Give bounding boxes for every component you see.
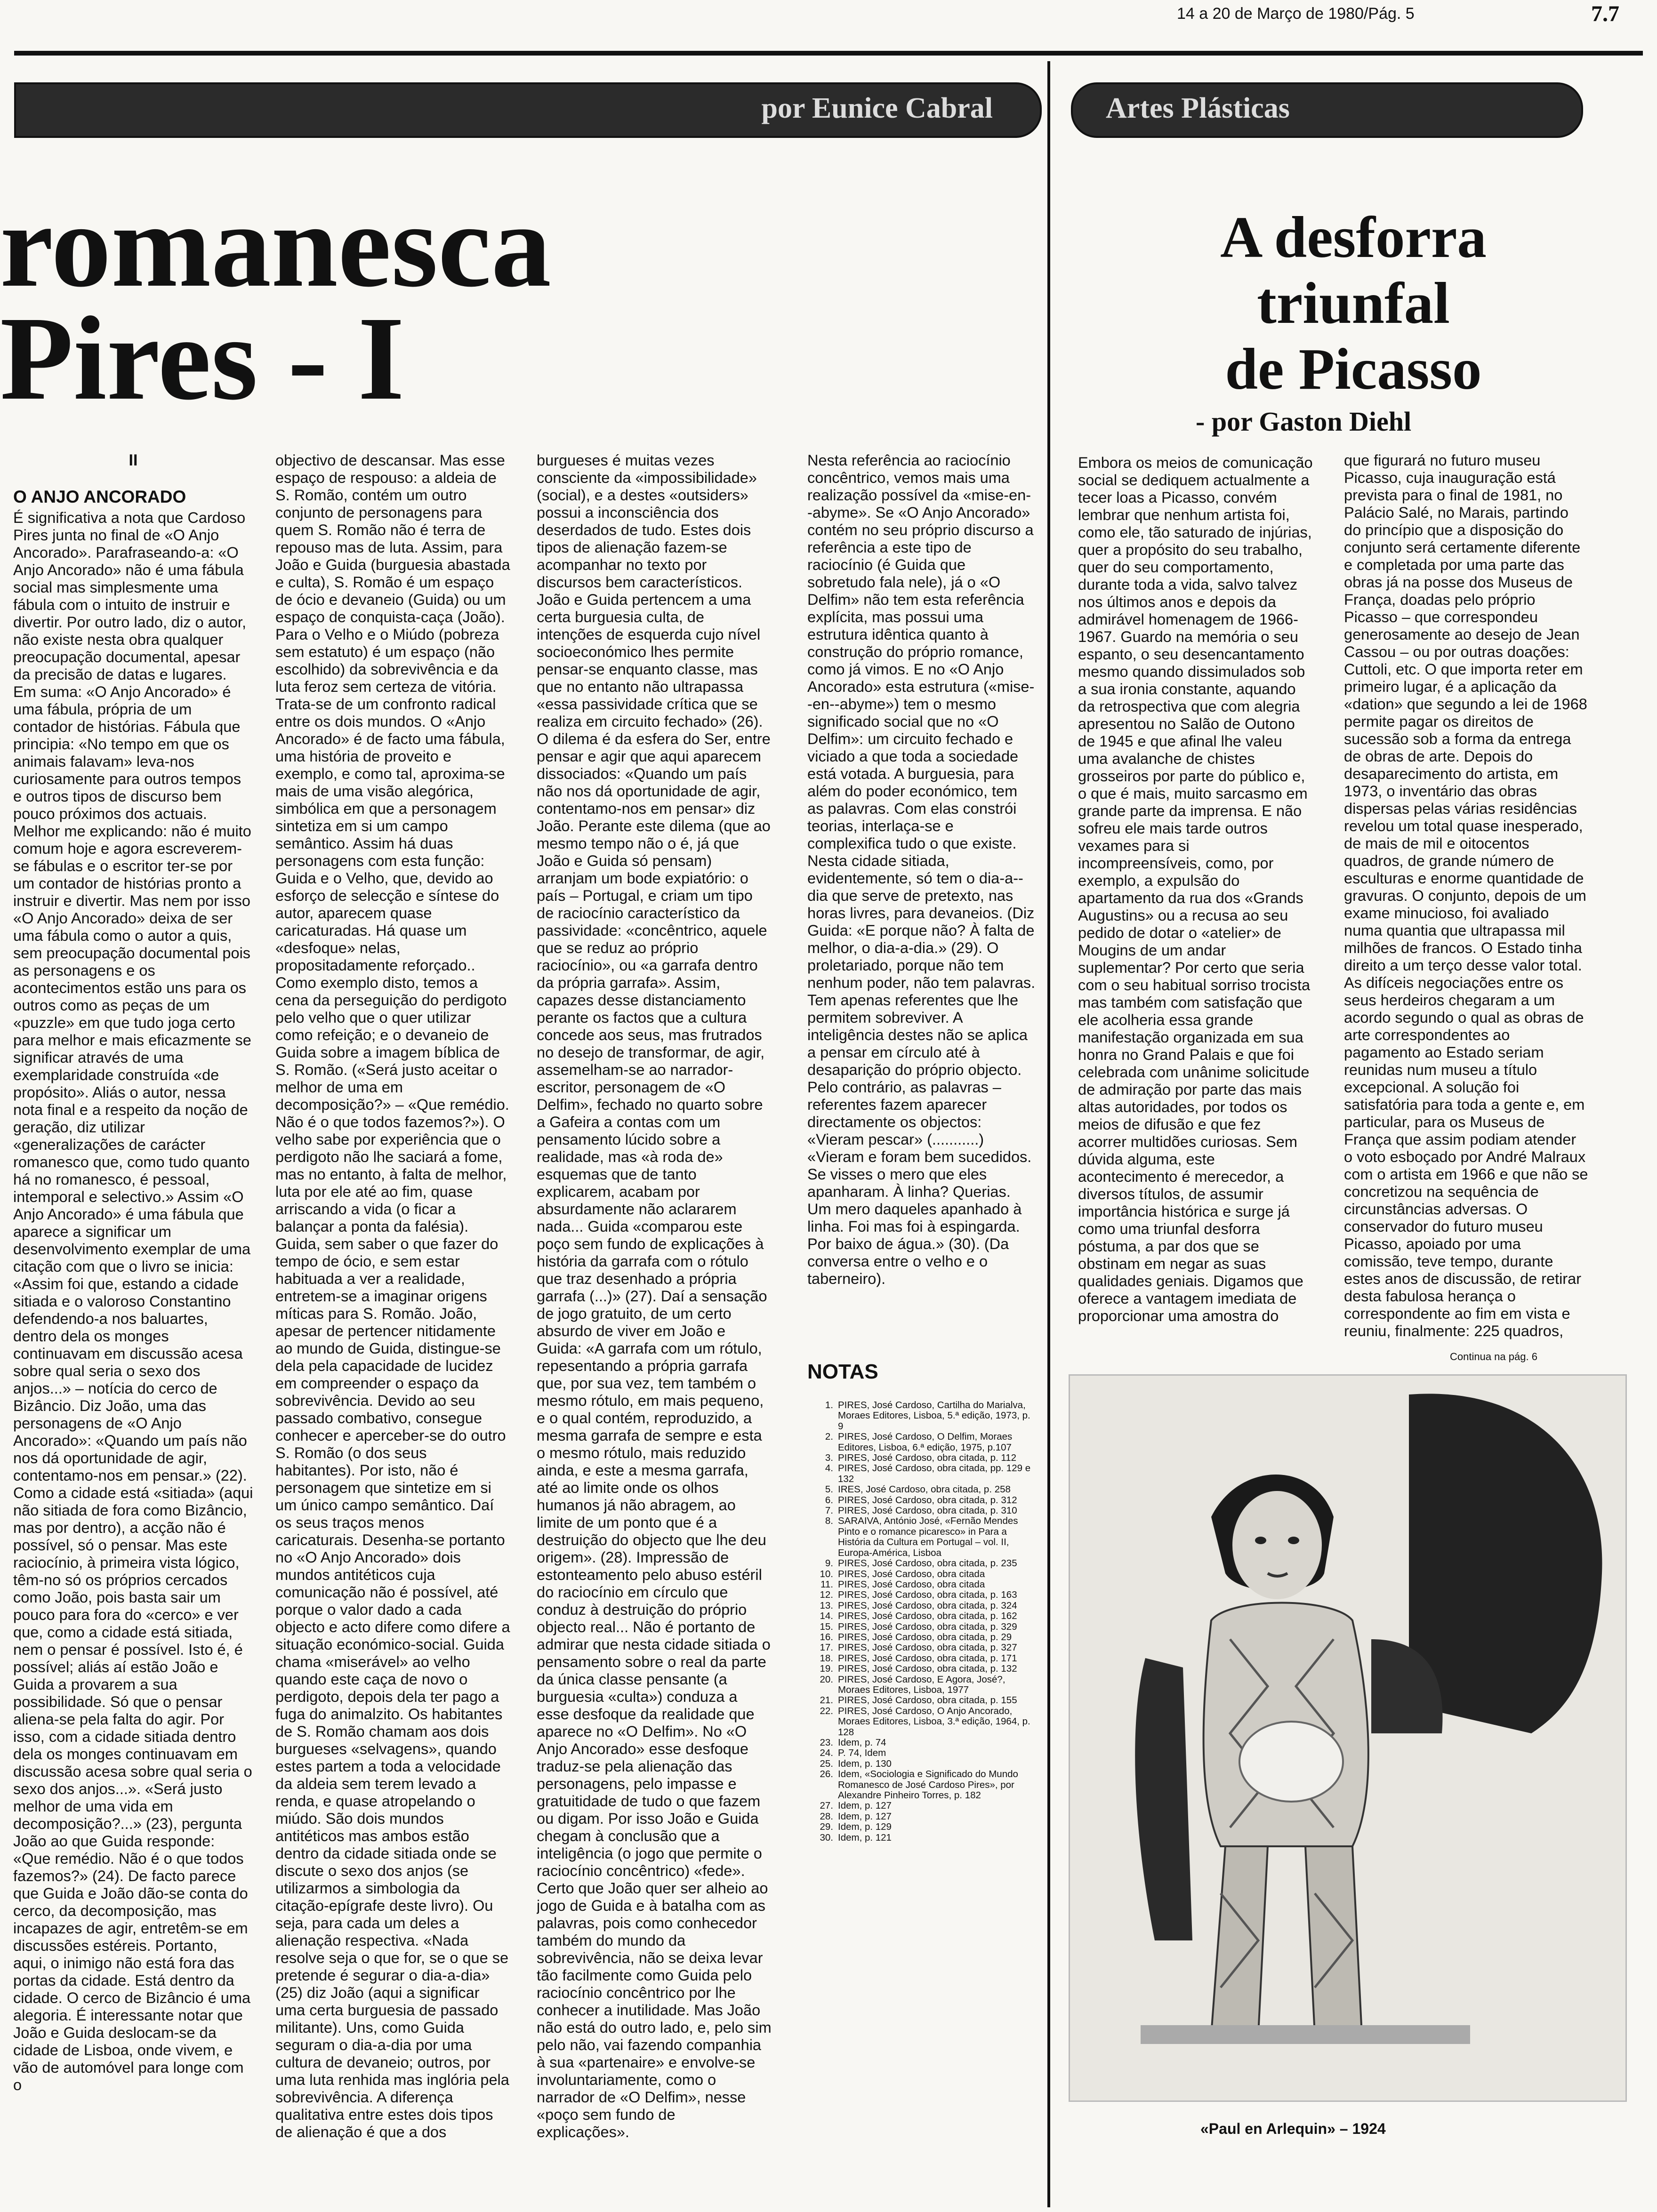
note-number: 8. (825, 1515, 833, 1527)
note-text: PIRES, José Cardoso, obra citada, p. 29 (838, 1631, 1012, 1643)
note-number: 5. (825, 1484, 833, 1495)
note-text: PIRES, José Cardoso, obra citada, p. 235 (838, 1558, 1017, 1569)
note-number: 16. (820, 1631, 833, 1643)
picasso-article-title (1083, 205, 1624, 402)
note-text: PIRES, José Cardoso, obra citada, p. 163 (838, 1589, 1017, 1601)
note-number: 20. (820, 1674, 833, 1685)
note-number: 24. (820, 1747, 833, 1759)
note-text: PIRES, José Cardoso, obra citada, p. 132 (838, 1663, 1017, 1675)
note-text: P. 74, Idem (838, 1747, 886, 1759)
note-text: IRES, José Cardoso, obra citada, p. 258 (838, 1484, 1011, 1495)
header-date: 14 a 20 de Março de 1980/Pág. 5 (1177, 5, 1415, 23)
note-item (807, 1822, 1033, 1832)
article-column-3 (537, 452, 772, 2193)
newspaper-logo: 7.7 (1591, 1, 1619, 26)
harlequin-painting-illustration (1070, 1376, 1625, 2100)
note-text: PIRES, José Cardoso, O Anjo Ancorado, Moraes Editores, Lisboa, 3.ª edição, 1964, p. 128 (838, 1705, 1030, 1738)
note-item (807, 1664, 1033, 1674)
section-number: II (129, 452, 138, 469)
note-number: 17. (820, 1642, 833, 1653)
byline-banner-text: por Eunice Cabral (761, 92, 993, 124)
note-item (807, 1632, 1033, 1643)
column-text: objectivo de descansar. Mas esse espaço de respouso: a aldeia de S. Romão, contém um outro conjunto de personagens para quem S. Romão não é terra de repouso mas de luta. Assim, para João e Guida (burguesia abastada e culta), S. Romão é um espaço de ócio e devaneio (Guida) ou um espaço de conquista-caça (João). Para o Velho e o Miúdo (pobreza sem estatuto) é um espaço (não escolhido) da sobrevivência e da luta feroz sem certeza de vitória. Trata-se de um confronto radical entre os dois mundos. O «Anjo Ancorado» é de facto uma fábula, uma história de proveito e exemplo, e como tal, aproxima-se mais de uma visão alegórica, simbólica em que a personagem sintetiza em si um campo semântico. Assim há duas personagens com esta função: Guida e o Velho, que, devido ao esforço de selecção e síntese do autor, aparecem quase caricaturadas. Há quase um «desfoque» nelas, propositadamente reforçado.. Como exemplo disto, temos a cena da perseguição do perdigoto pelo velho que o quer utilizar como refeição; e o devaneio de Guida sobre a imagem bíblica de S. Romão. («Será justo aceitar o melhor de uma em decomposição?» – «Que remédio. Não é o que todos fazemos?»). O velho sabe por experiência que o perdigoto não lhe saciará a fome, mas no entanto, à falta de melhor, luta por ele até ao fim, quase arriscando a vida (o ficar a balançar a ponta da falésia). Guida, sem saber o que fazer do tempo de ócio, e sem estar habituada a ver a realidade, entretem-se a imaginar origens míticas para S. Romão. João, apesar de pertencer nitidamente ao mundo de Guida, distingue-se dela pela capacidade de lucidez em compreender o espaço da sobrevivência. Devido ao seu passado combativo, consegue conhecer e aperceber-se do outro S. Romão (o dos seus habitantes). Por isto, não é personagem que sintetize em si um único campo semântico. Daí os seus traços menos caricaturais. Desenha-se portanto no «O Anjo Ancorado» dois mundos antitéticos cuja comunicação não é possível, até porque o valor dado a cada objecto e acto difere como difere a situação económico-social. Guida chama «miserável» ao velho quando este caça de novo o perdigoto, depois dela ter pago a fuga do animalzito. Os habitantes de S. Romão chamam aos dois burgueses «selvagens», quando estes partem a toda a velocidade da aldeia sem terem levado a renda, e quase atropelando o miúdo. São dois mundos antitéticos mas ambos estão dentro da cidade sitiada onde se discute o sexo dos anjos (se utilizarmos a simbologia da citação-epígrafe deste livro). Ou seja, para cada um deles a alienação respectiva. «Nada resolve seja o que for, se o que se pretende é segurar o dia-a-dia» (25) diz João (aqui a significar uma certa burguesia de passado militante). Uns, como Guida seguram o dia-a-dia por uma cultura de devaneio; outros, por uma luta renhida mas inglória pela sobrevivência. A diferença qualitativa entre estes dois tipos de alienação é que a dos (275, 452, 510, 2140)
note-number: 23. (820, 1737, 833, 1748)
note-item (807, 1453, 1033, 1463)
note-text: PIRES, José Cardoso, obra citada, p. 310 (838, 1505, 1017, 1516)
note-item (807, 1643, 1033, 1653)
note-item (807, 1622, 1033, 1632)
section-divider (1047, 61, 1050, 2207)
note-number: 19. (820, 1663, 833, 1675)
note-number: 18. (820, 1652, 833, 1664)
continued-note: Continua na pág. 6 (1450, 1351, 1537, 1362)
note-item (807, 1590, 1033, 1600)
note-text: SARAIVA, António José, «Fernão Mendes Pinto e o romance picaresco» in Para a História da Cultura em Portugal – vol. II, Europa-América, Lisboa (838, 1515, 1018, 1558)
note-item (807, 1759, 1033, 1769)
picasso-column-1 (1078, 454, 1313, 1344)
note-item (807, 1516, 1033, 1558)
title-line-2: triunfal (1257, 271, 1450, 336)
title-line-1: A desforra (1220, 205, 1487, 270)
note-item (807, 1484, 1033, 1495)
note-item (807, 1601, 1033, 1611)
article-column-1 (13, 452, 253, 2193)
note-text: PIRES, José Cardoso, obra citada (838, 1579, 985, 1590)
note-item (807, 1748, 1033, 1758)
note-item (807, 1506, 1033, 1516)
column-text: É significativa a nota que Cardoso Pires junta no final de «O Anjo Ancorado». Parafraseando-a: «O Anjo Ancorado» não é uma fábula social mas simplesmente uma fábula com o intuito de instruir e divertir. Por outro lado, diz o autor, não existe nesta obra qualquer preocupação documental, apesar da precisão de datas e lugares. Em suma: «O Anjo Ancorado» é uma fábula, própria de um contador de histórias. Fábula que principia: «No tempo em que os animais falavam» leva-nos curiosamente para outros tempos e outros tipos de discurso bem pouco próximos dos actuais. Melhor me explicando: não é muito comum hoje e agora escreverem-se fábulas e o escritor ter-se por um contador de histórias pronto a instruir e divertir. Mas nem por isso «O Anjo Ancorado» deixa de ser uma fábula como o autor a quis, sem preocupação documental pois as personagens e os acontecimentos estão uns para os outros como as peças de um «puzzle» em que tudo joga certo para melhor e mais eficazmente se significar através de uma exemplaridade construída «de propósito». Aliás o autor, nessa nota final e a respeito da noção de geração, diz utilizar «generalizações de carácter romanesco que, como tudo quanto há no romanesco, é pessoal, intemporal e selectivo.» Assim «O Anjo Ancorado» é uma fábula que aparece a significar um desenvolvimento exemplar de uma citação com que o livro se inicia: «Assim foi que, estando a cidade sitiada e o valoroso Constantino defendendo-a nos baluartes, dentro dela os monges continuavam em discussão acesa sobre qual seria o sexo dos anjos...» – notícia do cerco de Bizâncio. Diz João, uma das personagens de «O Anjo Ancorado»: «Quando um país não nos dá oportunidade de agir, contentamo-nos em pensar.» (22). Como a cidade está «sitiada» (aqui não sitiada de fora como Bizâncio, mas por dentro), a acção não é possível, só o pensar. Mas este raciocínio, à primeira vista lógico, têm-no só os próprios cercados como João, pois basta sair um pouco para fora do «cerco» e ver que, como a cidade está sitiada, nem o pensar é possível. Isto é, é possível; aliás aí estão João e Guida a provarem a sua possibilidade. Só que o pensar aliena-se pela falta do agir. Por isso, com a cidade sitiada dentro dela os monges continuavam em discussão acesa sobre qual seria o sexo dos anjos...». «Será justo melhor de uma vida em decomposição?...» (23), pergunta João ao que Guida responde: «Que remédio. Não é o que todos fazemos?» (24). De facto parece que Guida e João dão-se conta do cerco, da decomposição, mas incapazes de agir, entretêm-se em discussões estéreis. Portanto, aqui, o inimigo não está fora das portas da cidade. Está dentro da cidade. O cerco de Bizâncio é uma alegoria. É interessante notar que João e Guida deslocam-se da cidade de Lisboa, onde vivem, e vão de automóvel para longe com o (13, 509, 253, 2093)
column-text: que figurará no futuro museu Picasso, cuja inauguração está prevista para o final de 1981, no Palácio Salé, no Marais, partindo do princípio que a disposição do conjunto será certamente diferente e completada por uma parte das obras já na posse dos Museus de França, doadas pelo próprio Picasso – que correspondeu generosamente ao desejo de Jean Cassou – ou por outras doações: Cuttoli, etc. O que importa reter em primeiro lugar, é a aplicação da «dation» que segundo a lei de 1968 permite pagar os direitos de sucessão sob a forma da entrega de obras de arte. Depois do desaparecimento do artista, em 1973, o inventário das obras dispersas pelas várias residências revelou um total quase inesperado, de mais de mil e oitocentos quadros, de grande número de esculturas e enorme quantidade de gravuras. O conjunto, depois de um exame minucioso, foi avaliado numa quantia que ultrapassa mil milhões de francos. O Estado tinha direito a um terço desse valor total. As difíceis negociações entre os seus herdeiros chegaram a um acordo segundo o qual as obras de arte correspondentes ao pagamento ao Estado seriam reunidas num museu a título excepcional. A solução foi satisfatória para toda a gente e, em particular, para os Museus de França que assim podiam atender o voto esboçado por André Malraux com o artista em 1966 e que não se concretizou na sequência de circunstâncias adversas. O conservador do futuro museu Picasso, apoiado por uma comissão, teve tempo, durante estes anos de discussão, de retirar desta fabulosa herança o correspondente ao fim em vista e reuniu, finalmente: 225 quadros, (1344, 452, 1588, 1339)
note-text: PIRES, José Cardoso, obra citada, p. 112 (838, 1452, 1017, 1464)
note-number: 1. (825, 1400, 833, 1411)
note-number: 14. (820, 1611, 833, 1622)
note-text: PIRES, José Cardoso, obra citada, p. 324 (838, 1600, 1017, 1611)
note-number: 2. (825, 1431, 833, 1443)
note-number: 22. (820, 1705, 833, 1716)
notes-heading: NOTAS (807, 1360, 878, 1383)
note-text: PIRES, José Cardoso, obra citada, p. 155 (838, 1695, 1017, 1706)
note-text: Idem, p. 130 (838, 1758, 892, 1769)
note-number: 13. (820, 1600, 833, 1611)
picasso-column-2 (1344, 452, 1589, 1341)
note-text: Idem, «Sociologia e Significado do Mundo Romanesco de José Cardoso Pires», por Alexandre Pinheiro Torres, p. 182 (838, 1769, 1018, 1801)
note-item (807, 1400, 1033, 1432)
note-text: PIRES, José Cardoso, obra citada, p. 329 (838, 1621, 1017, 1632)
note-item (807, 1801, 1033, 1811)
article-column-4 (807, 452, 1036, 1346)
note-item (807, 1558, 1033, 1569)
note-item (807, 1706, 1033, 1738)
note-text: Idem, p. 74 (838, 1737, 886, 1748)
note-number: 29. (820, 1821, 833, 1833)
note-item (807, 1738, 1033, 1748)
note-number: 6. (825, 1494, 833, 1506)
note-item (807, 1463, 1033, 1484)
note-number: 12. (820, 1589, 833, 1601)
note-text: PIRES, José Cardoso, obra citada, p. 162 (838, 1611, 1017, 1622)
note-item (807, 1611, 1033, 1621)
note-number: 7. (825, 1505, 833, 1516)
note-item (807, 1653, 1033, 1664)
column-text: burgueses é muitas vezes consciente da «impossibilidade» (social), e a destes «outsiders» possui a inconsciência dos deserdados de tudo. Estes dois tipos de alienação fazem-se acompanhar no texto por discursos bem característicos. João e Guida pertencem a uma certa burguesia culta, de intenções de esquerda cujo nível socioeconómico lhes permite pensar-se enquanto classe, mas que no entanto não ultrapassa «essa passividade crítica que se realiza em circuito fechado» (26). O dilema é da esfera do Ser, entre pensar e agir que aqui aparecem dissociados: «Quando um país não nos dá oportunidade de agir, contentamo-nos em pensar» diz João. Perante este dilema (que ao mesmo tempo não o é, já que João e Guida só pensam) arranjam um bode expiatório: o país – Portugal, e criam um tipo de raciocínio característico da passividade: «concêntrico, aquele que se reduz ao próprio raciocínio», ou «a garrafa dentro da própria garrafa». Assim, capazes desse distanciamento perante os factos que a cultura concede aos seus, mas frutrados no desejo de transformar, de agir, assemelham-se ao narrador-escritor, personagem de «O Delfim», fechado no quarto sobre a Gafeira a contas com um pensamento lúcido sobre a realidade, mas «à roda de» esquemas que de tanto explicarem, acabam por absurdamente não aclararem nada... Guida «comparou este poço sem fundo de explicações à história da garrafa com o rótulo que traz desenhado a própria garrafa (...)» (27). Daí a sensação de jogo gratuito, de um certo absurdo de viver em João e Guida: «A garrafa com um rótulo, repesentando a própria garrafa que, por sua vez, tem também o mesmo rótulo, em mais pequeno, e o qual contém, reproduzido, a mesma garrafa de sempre e esta o mesmo rótulo, mais reduzido ainda, e este a mesma garrafa, até ao limite onde os olhos humanos já não abragem, ao limite de um ponto que é a destruição do objecto que lhe deu origem». (28). Impressão de estonteamento pelo abuso estéril do raciocínio em círculo que conduz à destruição do próprio objecto real... Não é portanto de admirar que nesta cidade sitiada o pensamento sobre o real da parte da única classe pensante (a burguesia «culta») conduza a esse desfoque da realidade que aparece no «O Delfim». No «O Anjo Ancorado» esse desfoque traduz-se pela alienação das personagens, pelo impasse e gratuitidade de tudo o que fazem ou digam. Por isso João e Guida chegam à conclusão que a inteligência (o jogo que permite o raciocínio concêntrico) «fede». Certo que João quer ser alheio ao jogo de Guida e à batalha com as palavras, pois como conhecedor também do mundo da sobrevivência, não se deixa levar tão facilmente como Guida pelo raciocínio concêntrico por lhe conhecer a inutilidade. Mas João não está do outro lado, e, pelo sim pelo não, vai fazendo companhia à sua «partenaire» e envolve-se involuntariamente, como o narrador de «O Delfim», nesse «poço sem fundo de explicações». (537, 452, 772, 2140)
section-banner-text: Artes Plásticas (1106, 92, 1290, 124)
painting-caption: «Paul en Arlequin» – 1924 (1200, 2120, 1386, 2137)
notes-list (807, 1400, 1033, 2200)
note-item (807, 1495, 1033, 1506)
note-item (807, 1675, 1033, 1696)
note-number: 10. (820, 1568, 833, 1579)
note-item (807, 1695, 1033, 1706)
note-number: 28. (820, 1811, 833, 1822)
headline-line-1: romanesca (0, 179, 551, 312)
picasso-byline: - por Gaston Diehl (1196, 406, 1412, 437)
note-item (807, 1833, 1033, 1843)
note-text: Idem, p. 129 (838, 1821, 892, 1833)
byline-banner (14, 82, 1042, 138)
note-item (807, 1579, 1033, 1590)
note-number: 25. (820, 1758, 833, 1769)
headline-line-2: Pires - I (0, 292, 405, 425)
note-item (807, 1811, 1033, 1822)
note-number: 3. (825, 1452, 833, 1464)
column-text: Embora os meios de comunicação social se dediquem actualmente a tecer loas a Picasso, convém lembrar que nenhum artista foi, como ele, tão saturado de injúrias, quer a propósito do seu trabalho, quer do seu comportamento, durante toda a vida, salvo talvez nos últimos anos e depois da admirável homenagem de 1966-1967. Guardo na memória o seu espanto, o seu desencantamento mesmo quando dissimulados sob a sua ironia constante, aquando da retrospectiva que com alegria apresentou no Salão de Outono de 1945 e que afinal lhe valeu uma avalanche de chistes grosseiros por parte do público e, o que é mais, muito sarcasmo em grande parte da imprensa. E não sofreu ele mais tarde outros vexames para si incompreensíveis, como, por exemplo, a expulsão do apartamento da rua dos «Grands Augustins» ou a recusa ao seu pedido de dotar o «atelier» de Mougins de um andar suplementar? Por certo que seria com o seu habitual sorriso trocista mas também com satisfação que ele acolheria essa grande manifestação organizada em sua honra no Grand Palais e que foi celebrada com unânime solicitude de admiração por parte das mais altas autoridades, por todos os meios de difusão e que fez acorrer multidões curiosas. Sem dúvida alguma, este acontecimento é merecedor, a diversos títulos, de assumir importância histórica e surge já como uma triunfal desforra póstuma, a par dos que se obstinam em negar as suas qualidades geniais. Digamos que oferece a vantagem imediata de proporcionar uma amostra do (1078, 454, 1313, 1324)
note-number: 4. (825, 1463, 833, 1474)
note-number: 9. (825, 1558, 833, 1569)
note-text: PIRES, José Cardoso, obra citada, pp. 129 e 132 (838, 1463, 1031, 1484)
top-rule (14, 51, 1643, 56)
note-text: PIRES, José Cardoso, O Delfim, Moraes Editores, Lisboa, 6.ª edição, 1975, p.107 (838, 1431, 1013, 1453)
painting-image (1069, 1374, 1627, 2102)
note-number: 30. (820, 1832, 833, 1843)
note-number: 21. (820, 1695, 833, 1706)
title-line-3: de Picasso (1225, 337, 1482, 402)
note-item (807, 1569, 1033, 1579)
note-text: PIRES, José Cardoso, E Agora, José?, Moraes Editores, Lisboa, 1977 (838, 1674, 1005, 1695)
note-text: PIRES, José Cardoso, Cartilha do Marialva, Moraes Editores, Lisboa, 5.ª edição, 1973, p. 9 (838, 1400, 1030, 1432)
note-item (807, 1769, 1033, 1801)
note-text: PIRES, José Cardoso, obra citada, p. 171 (838, 1652, 1017, 1664)
article-column-2 (275, 452, 511, 2193)
note-text: Idem, p. 127 (838, 1811, 892, 1822)
note-number: 26. (820, 1769, 833, 1780)
note-text: PIRES, José Cardoso, obra citada (838, 1568, 985, 1579)
note-number: 15. (820, 1621, 833, 1632)
note-number: 11. (820, 1579, 833, 1590)
section-heading: O ANJO ANCORADO (13, 487, 186, 506)
column-text: Nesta referência ao raciocínio concêntrico, vemos mais uma realização possível da «mise-en--abyme». Se «O Anjo Ancorado» contém no seu próprio discurso a referência a este tipo de raciocínio (é Guida que sobretudo fala nele), já o «O Delfim» não tem esta referência explícita, mas possui uma estrutura idêntica quanto à construção do próprio romance, como já vimos. E no «O Anjo Ancorado» esta estrutura («mise--en--abyme») tem o mesmo significado social que no «O Delfim»: um circuito fechado e viciado a que toda a sociedade está votada. A burguesia, para além do poder económico, tem as palavras. Com elas constrói teorias, interlaça-se e complexifica tudo o que existe. Nesta cidade sitiada, evidentemente, só tem o dia-a--dia que serve de pretexto, nas horas livres, para devaneios. (Diz Guida: «E porque não? À falta de melhor, o dia-a-dia.» (29). O proletariado, porque não tem nenhum poder, não tem palavras. Tem apenas referentes que lhe permitem sobreviver. A inteligência destes não se aplica a pensar em círculo até à desaparição do próprio objecto. Pelo contrário, as palavras – referentes fazem aparecer directamente os objectos: «Vieram pescar» (...........) «Vieram e foram bem sucedidos. Se visses o mero que eles apanharam. À linha? Querias. Um mero daqueles apanhado à linha. Foi mas foi à espingarda. Por baixo de água.» (30). (Da conversa entre o velho e o taberneiro). (807, 452, 1036, 1287)
note-item (807, 1432, 1033, 1453)
note-text: Idem, p. 127 (838, 1800, 892, 1811)
note-text: PIRES, José Cardoso, obra citada, p. 327 (838, 1642, 1017, 1653)
note-text: Idem, p. 121 (838, 1832, 892, 1843)
note-number: 27. (820, 1800, 833, 1811)
section-banner (1071, 82, 1583, 138)
note-text: PIRES, José Cardoso, obra citada, p. 312 (838, 1494, 1017, 1506)
